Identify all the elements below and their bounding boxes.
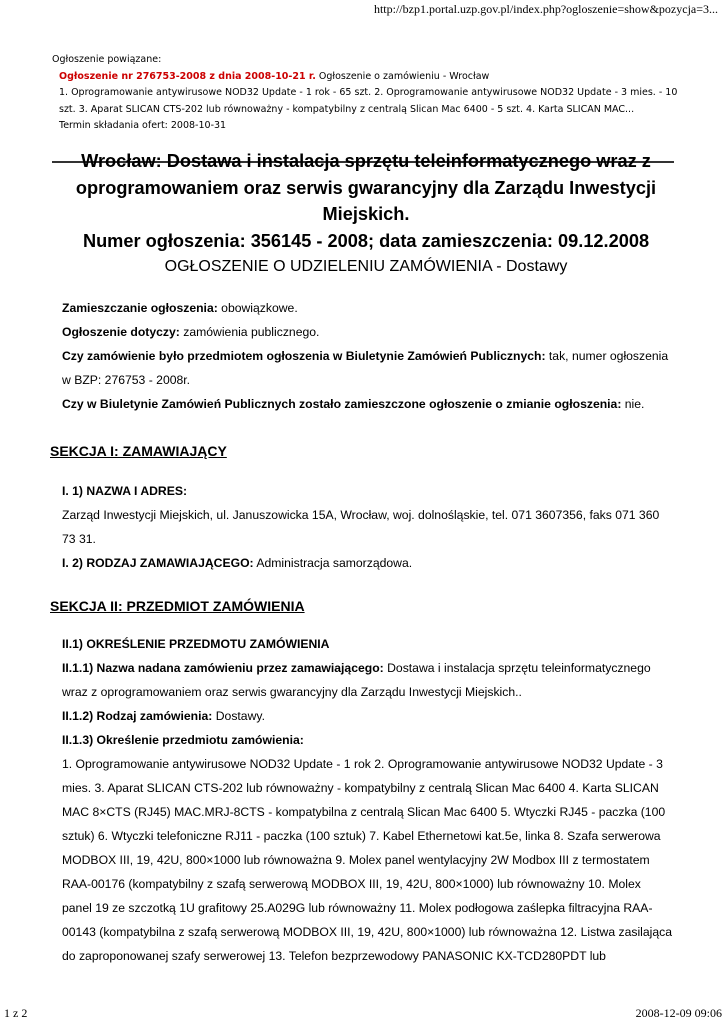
section-2-name-row bbox=[62, 656, 674, 704]
section-2-sub-heading: II.1) OKREŚLENIE PRZEDMOTU ZAMÓWIENIA bbox=[62, 637, 330, 651]
print-header-url: http://bzp1.portal.uzp.gov.pl/index.php?ogloszenie=show&pozycja=3... bbox=[373, 2, 718, 16]
print-footer-page: 1 z 2 bbox=[4, 1006, 28, 1020]
section-2-kind-label: II.1.2) Rodzaj zamówienia: bbox=[62, 709, 213, 723]
section-2-kind-value: Dostawy. bbox=[215, 709, 265, 723]
related-notice-title: Ogłoszenie powiązane: bbox=[52, 54, 162, 65]
notice-title: Wrocław: Dostawa i instalacja sprzętu teleinformatycznego wraz z oprogramowaniem oraz serwis gwarancyjny dla Zarządu Inwestycji Miejskich. bbox=[75, 151, 657, 224]
meta-label: Ogłoszenie dotyczy: bbox=[62, 325, 180, 339]
section-1-body bbox=[62, 479, 674, 575]
section-1-type-row bbox=[62, 551, 674, 575]
notice-meta bbox=[62, 296, 674, 416]
meta-label: Czy w Biuletynie Zamówień Publicznych zostało zamieszczone ogłoszenie o zmianie ogłoszenia: bbox=[62, 397, 622, 411]
section-1-name-value: Zarząd Inwestycji Miejskich, ul. Januszowicka 15A, Wrocław, woj. dolnośląskie, tel. 071 3607356, faks 071 360 73 31. bbox=[62, 508, 660, 546]
section-2-kind-row bbox=[62, 704, 674, 728]
meta-label: Czy zamówienie było przedmiotem ogłoszenia w Biuletynie Zamówień Publicznych: bbox=[62, 349, 546, 363]
notice-headline bbox=[62, 148, 670, 280]
meta-value: tak, numer ogłoszenia w BZP: 276753 - 2008r. bbox=[62, 349, 669, 387]
section-2-body bbox=[62, 632, 674, 968]
section-2-desc-value: 1. Oprogramowanie antywirusowe NOD32 Update - 1 rok 2. Oprogramowanie antywirusowe NOD32 Update - 3 mies. 3. Aparat SLICAN CTS-202 lub równoważny - kompatybilny z centralą Slican Mac 6400 4. Karta SLICAN MAC 8×CTS (RJ45) MAC.MRJ-8CTS - kompatybilna z centralą Slican Mac 6400 5. Wtyczki RJ45 - paczka (100 sztuk) 6. Wtyczki telefoniczne RJ11 - paczka (100 sztuk) 7. Kabel Ethernetowi kat.5e, linka 8. Szafa serwerowa MODBOX III, 19, 42U, 800×1000 lub równoważna 9. Molex panel wentylacyjny 2W Modbox III z termostatem RAA-00176 (kompatybilny z szafą serwerową MODBOX III, 19, 42U, 800×1000) lub równoważny 10. Molex panel 19 ze szczotką 1U grafitowy 25.A029G lub równoważny 11. Molex podłogowa zaślepka filtracyjna RAA-00143 (kompatybilna z szafą serwerową MODBOX III, 19, 42U, 800×1000) lub równoważna 12. Listwa zasilająca do zaproponowanej szafy serwerowej 13. Telefon bezprzewodowy PANASONIC KX-TCD280PDT lub bbox=[62, 757, 673, 963]
section-2-name-label: II.1.1) Nazwa nadana zamówieniu przez zamawiającego: bbox=[62, 661, 384, 675]
meta-value: obowiązkowe. bbox=[221, 301, 298, 315]
meta-value: nie. bbox=[624, 397, 645, 411]
section-2-heading: SEKCJA II: PRZEDMIOT ZAMÓWIENIA bbox=[50, 598, 305, 614]
related-notice bbox=[52, 52, 682, 135]
related-notice-link-suffix: Ogłoszenie o zamówieniu - Wrocław bbox=[318, 70, 490, 82]
notice-number-line: Numer ogłoszenia: 356145 - 2008; data zamieszczenia: 09.12.2008 bbox=[82, 230, 650, 251]
related-notice-deadline: Termin składania ofert: 2008-10-31 bbox=[59, 120, 227, 131]
section-1-name-heading: I. 1) NAZWA I ADRES: bbox=[62, 484, 188, 498]
section-1-type-label: I. 2) RODZAJ ZAMAWIAJĄCEGO: bbox=[62, 556, 254, 570]
section-2-name-value: Dostawa i instalacja sprzętu teleinformatycznego wraz z oprogramowaniem oraz serwis gwarancyjny dla Zarządu Inwestycji Miejskich.. bbox=[62, 661, 651, 699]
meta-row bbox=[62, 344, 674, 392]
meta-value: zamówienia publicznego. bbox=[183, 325, 320, 339]
related-notice-link[interactable]: Ogłoszenie nr 276753-2008 z dnia 2008-10-21 r. bbox=[59, 70, 316, 82]
meta-row bbox=[62, 320, 674, 344]
section-2-desc-label: II.1.3) Określenie przedmiotu zamówienia: bbox=[62, 733, 304, 747]
section-1-heading: SEKCJA I: ZAMAWIAJĄCY bbox=[50, 443, 227, 459]
meta-label: Zamieszczanie ogłoszenia: bbox=[62, 301, 218, 315]
meta-row bbox=[62, 296, 674, 320]
print-footer-datetime: 2008-12-09 09:06 bbox=[635, 1006, 722, 1020]
related-notice-box bbox=[52, 69, 682, 135]
meta-row bbox=[62, 392, 674, 416]
related-notice-description: 1. Oprogramowanie antywirusowe NOD32 Update - 1 rok - 65 szt. 2. Oprogramowanie antywirusowe NOD32 Update - 3 mies. - 10 szt. 3. Aparat SLICAN CTS-202 lub równoważny - kompatybilny z centralą Slican Mac 6400 - 5 szt. 4. Karta SLICAN MAC... bbox=[59, 87, 678, 115]
notice-type: OGŁOSZENIE O UDZIELENIU ZAMÓWIENIA - Dostawy bbox=[164, 258, 568, 275]
section-1-type-value: Administracja samorządowa. bbox=[256, 556, 413, 570]
